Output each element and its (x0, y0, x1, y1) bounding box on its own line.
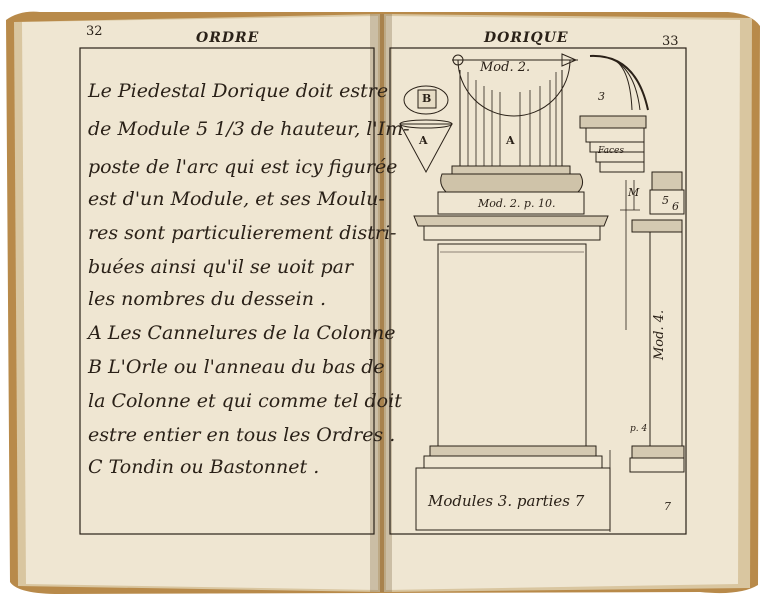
text-line: la Colonne et qui comme tel doit (88, 390, 402, 412)
text-line: les nombres du dessein . (88, 288, 327, 310)
text-line: de Module 5 1/3 de hauteur, l'Im- (88, 118, 410, 140)
text-line: Le Piedestal Dorique doit estre (88, 80, 389, 102)
label-seven: 7 (664, 500, 671, 513)
text-line: res sont particulierement distri- (88, 222, 397, 244)
text-line: est d'un Module, et ses Moulu- (88, 188, 385, 210)
right-page-header: DORIQUE (484, 30, 569, 46)
label-mod4: Mod. 4. (652, 309, 667, 360)
label-p4: p. 4 (630, 424, 648, 434)
label-b: B (422, 92, 432, 105)
label-base-dimension: Mod. 2. p. 10. (478, 197, 556, 210)
text-line: estre entier en tous les Ordres . (88, 424, 396, 446)
left-page-number: 32 (86, 24, 103, 39)
text-line: buées ainsi qu'il se uoit par (88, 256, 354, 278)
text-line: A Les Cannelures de la Colonne (88, 322, 396, 344)
label-a-cone: A (419, 134, 428, 147)
label-six: 6 (672, 200, 679, 213)
label-m: M (628, 186, 640, 199)
right-page-number: 33 (662, 34, 679, 49)
label-bottom-dimension: Modules 3. parties 7 (428, 492, 585, 510)
label-a-shaft: A (506, 134, 515, 147)
label-five: 5 (662, 194, 669, 207)
left-page-header: ORDRE (196, 30, 260, 46)
text-line: poste de l'arc qui est icy figurée (88, 156, 398, 178)
label-three: 3 (598, 90, 605, 103)
text-line: C Tondin ou Bastonnet . (88, 456, 320, 478)
label-mod2: Mod. 2. (480, 60, 531, 75)
text-line: B L'Orle ou l'anneau du bas de (88, 356, 385, 378)
label-faces: Faces (598, 146, 624, 156)
